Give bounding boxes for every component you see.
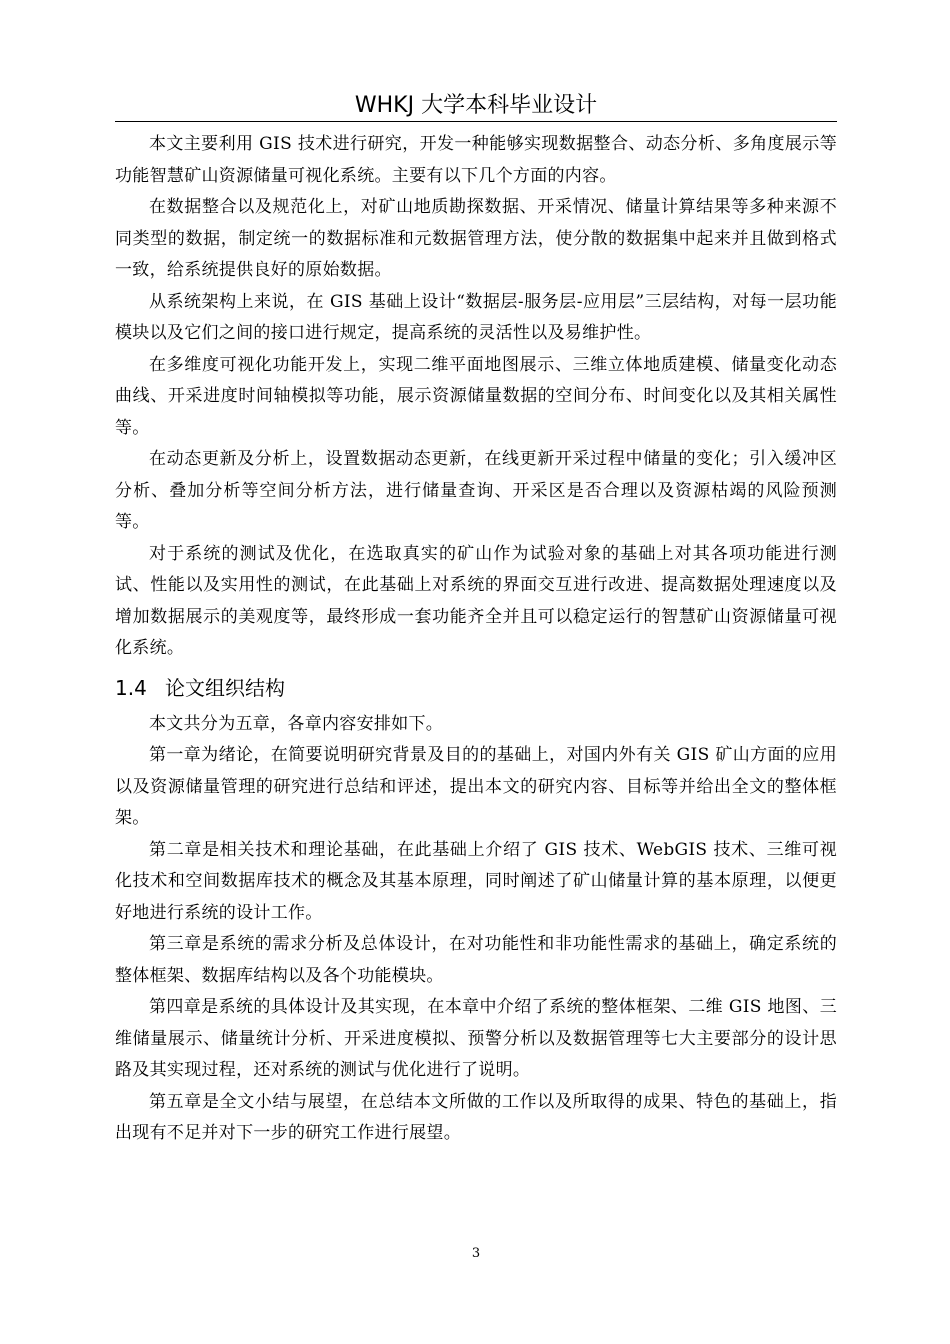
paragraph: 从系统架构上来说，在 GIS 基础上设计“数据层-服务层-应用层”三层结构，对每一层功能模块以及它们之间的接口进行规定，提高系统的灵活性以及易维护性。 (115, 291, 837, 343)
document-body (115, 129, 837, 1150)
paragraph: 第四章是系统的具体设计及其实现，在本章中介绍了系统的整体框架、二维 GIS 地图、三维储量展示、储量统计分析、开采进度模拟、预警分析以及数据管理等七大主要部分的设计思路及其实现过程，还对系统的测试与优化进行了说明。 (115, 997, 837, 1080)
paragraph: 本文共分为五章，各章内容安排如下。 (149, 713, 444, 734)
page-header-title: WHKJ 大学本科毕业设计 (354, 93, 598, 118)
paragraph: 第三章是系统的需求分析及总体设计，在对功能性和非功能性需求的基础上，确定系统的整体框架、数据库结构以及各个功能模块。 (115, 934, 837, 986)
header-divider (115, 121, 837, 122)
paragraph: 对于系统的测试及优化，在选取真实的矿山作为试验对象的基础上对其各项功能进行测试、性能以及实用性的测试，在此基础上对系统的界面交互进行改进、提高数据处理速度以及增加数据展示的美观度等，最终形成一套功能齐全并且可以稳定运行的智慧矿山资源储量可视化系统。 (115, 543, 837, 658)
paragraph: 第二章是相关技术和理论基础，在此基础上介绍了 GIS 技术、WebGIS 技术、三维可视化技术和空间数据库技术的概念及其基本原理，同时阐述了矿山储量计算的基本原理，以便更好地进行系统的设计工作。 (115, 839, 837, 923)
paragraph: 本文主要利用 GIS 技术进行研究，开发一种能够实现数据整合、动态分析、多角度展示等功能智慧矿山资源储量可视化系统。主要有以下几个方面的内容。 (115, 134, 837, 186)
section-title: 论文组织结构 (165, 675, 285, 700)
section-number: 1.4 (115, 675, 147, 700)
paragraph: 在多维度可视化功能开发上，实现二维平面地图展示、三维立体地质建模、储量变化动态曲线、开采进度时间轴模拟等功能，展示资源储量数据的空间分布、时间变化以及其相关属性等。 (115, 354, 837, 438)
paragraph: 在动态更新及分析上，设置数据动态更新，在线更新开采过程中储量的变化；引入缓冲区分析、叠加分析等空间分析方法，进行储量查询、开采区是否合理以及资源枯竭的风险预测等。 (115, 449, 837, 532)
page-number: 3 (471, 1246, 481, 1261)
paragraph: 第一章为绪论，在简要说明研究背景及目的的基础上，对国内外有关 GIS 矿山方面的应用以及资源储量管理的研究进行总结和评述，提出本文的研究内容、目标等并给出全文的整体框架。 (115, 745, 837, 828)
paragraph: 在数据整合以及规范化上，对矿山地质勘探数据、开采情况、储量计算结果等多种来源不同类型的数据，制定统一的数据标准和元数据管理方法，使分散的数据集中起来并且做到格式一致，给系统提供良好的原始数据。 (115, 197, 837, 280)
paragraph: 第五章是全文小结与展望，在总结本文所做的工作以及所取得的成果、特色的基础上，指出现有不足并对下一步的研究工作进行展望。 (115, 1091, 837, 1143)
section-heading (115, 669, 837, 707)
